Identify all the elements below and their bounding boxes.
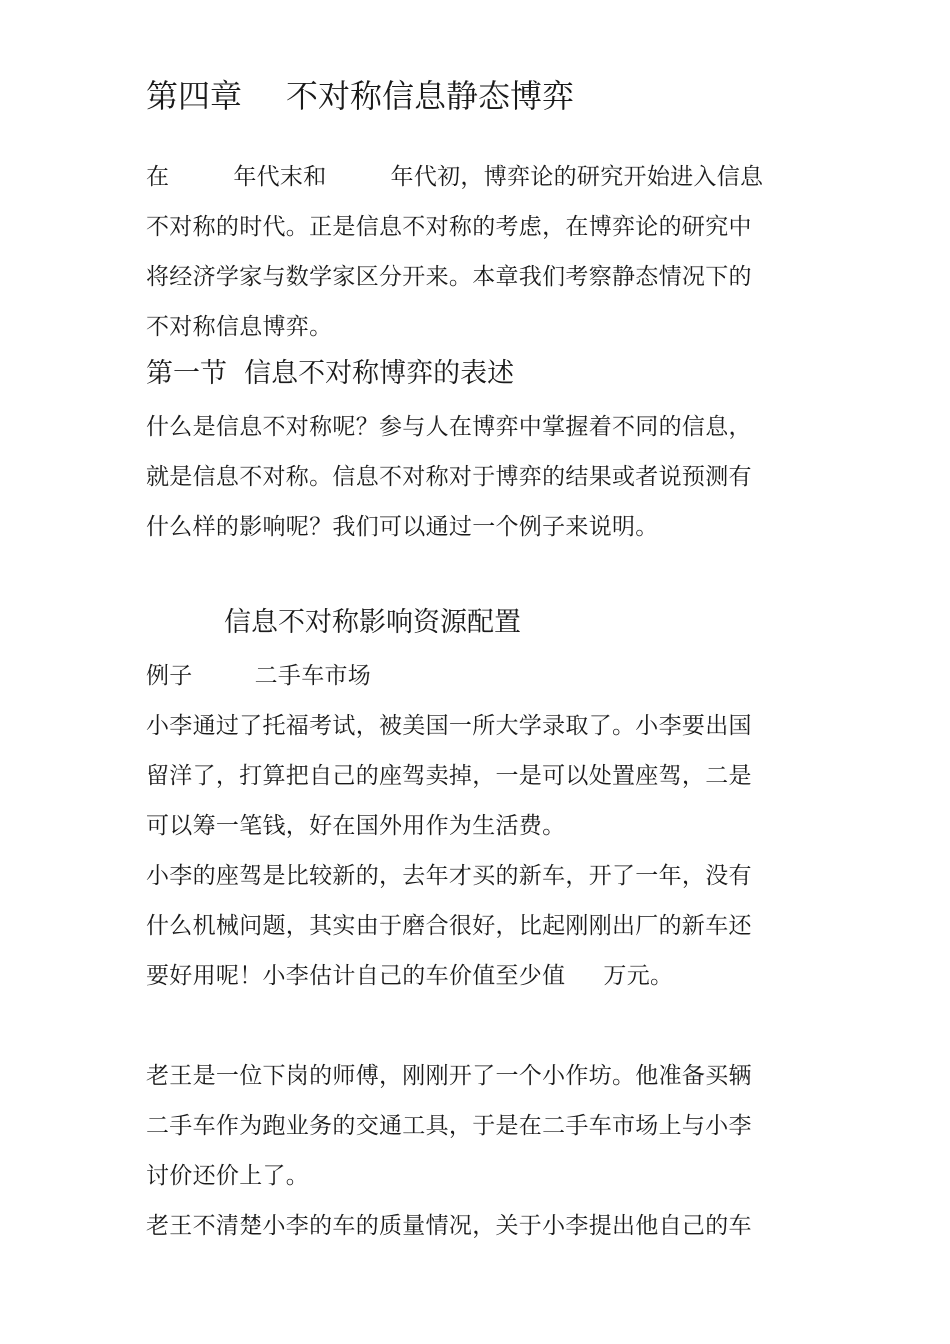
section-para-line-1: 什么是信息不对称呢？参与人在博弈中掌握着不同的信息， [146, 414, 752, 440]
example-name: 二手车市场 [254, 663, 372, 689]
section-title: 第一节 信息不对称博弈的表述 [146, 358, 515, 389]
intro-line-3: 将经济学家与数学家区分开来。本章我们考察静态情况下的 [146, 264, 752, 290]
example-label: 例子 [146, 663, 193, 689]
chapter-name: 不对称信息静态博弈 [286, 77, 575, 115]
chapter-number: 第四章 [146, 77, 243, 115]
example-para2-line-3: 要好用呢！小李估计自己的车价值至少值 万元。 [146, 963, 674, 989]
example-para3-line-2: 二手车作为跑业务的交通工具，于是在二手车市场上与小李 [146, 1113, 752, 1139]
intro-line-4: 不对称信息博弈。 [146, 314, 333, 340]
intro-line-1: 在 年代末和 年代初，博弈论的研究开始进入信息 [146, 164, 764, 190]
example-para1-line-2: 留洋了，打算把自己的座驾卖掉，一是可以处置座驾，二是 [146, 763, 752, 789]
chapter-title [146, 76, 574, 116]
example-para2-line-1: 小李的座驾是比较新的，去年才买的新车，开了一年，没有 [146, 863, 752, 889]
subsection-title: 信息不对称影响资源配置 [224, 607, 521, 638]
section-para-line-2: 就是信息不对称。信息不对称对于博弈的结果或者说预测有 [146, 464, 752, 490]
example-para3-line-3: 讨价还价上了。 [146, 1163, 310, 1189]
example-para2-line-2: 什么机械问题，其实由于磨合很好，比起刚刚出厂的新车还 [146, 913, 752, 939]
section-para-line-3: 什么样的影响呢？我们可以通过一个例子来说明。 [146, 514, 659, 540]
example-para1-line-1: 小李通过了托福考试，被美国一所大学录取了。小李要出国 [146, 713, 752, 739]
example-para4-line-1: 老王不清楚小李的车的质量情况，关于小李提出他自己的车 [146, 1213, 752, 1239]
intro-line-2: 不对称的时代。正是信息不对称的考虑，在博弈论的研究中 [146, 214, 752, 240]
example-heading [146, 661, 371, 691]
example-para3-line-1: 老王是一位下岗的师傅，刚刚开了一个小作坊。他准备买辆 [146, 1063, 752, 1089]
example-para1-line-3: 可以筹一笔钱，好在国外用作为生活费。 [146, 813, 566, 839]
